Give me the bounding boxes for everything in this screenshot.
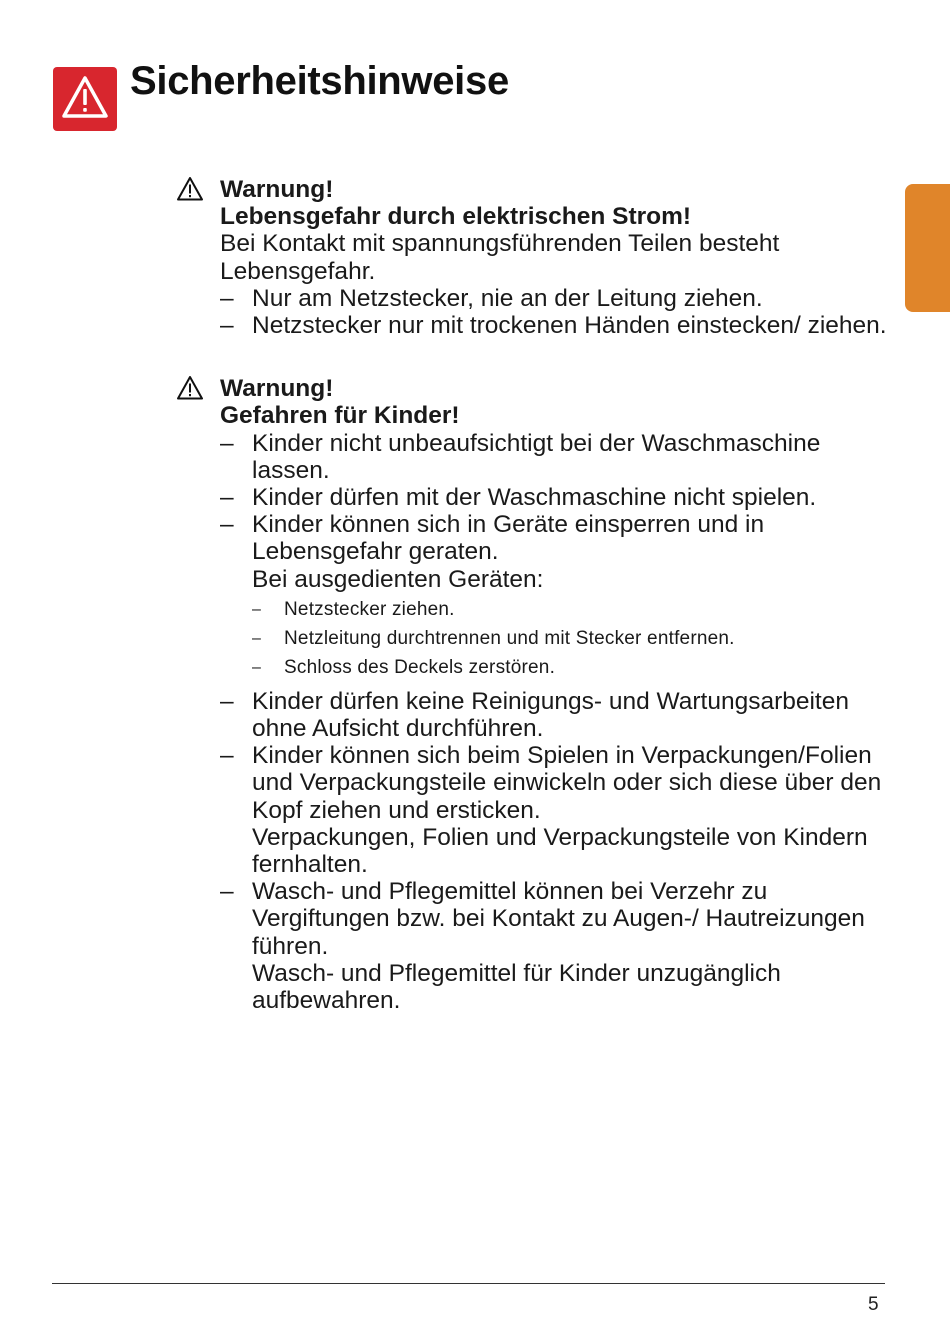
chapter-tab [905,184,950,312]
page-number: 5 [868,1294,879,1315]
warning-children [176,375,896,1014]
list-item: – Netzstecker nur mit trockenen Händen einstecken/ ziehen. [220,312,896,339]
warning-triangle-icon [53,67,117,131]
list-item-note: Verpackungen, Folien und Verpackungsteile von Kindern fernhalten. [252,823,868,879]
safety-content [176,176,896,1014]
list-item [220,511,896,682]
warning-heading: Lebensgefahr durch elektrischen Strom! [220,203,692,231]
sub-list-item: – Netzstecker ziehen. [252,595,896,624]
warning-electric [176,176,896,339]
warning-heading: Gefahren für Kinder! [220,402,460,430]
list-item-note: Bei ausgedienten Geräten: [252,565,544,593]
list-item-text: Kinder nicht unbeaufsichtigt bei der Waschmaschine lassen. [252,429,821,484]
list-item-text: – Kinder können sich beim Spielen in Verpackungen/Folien und Verpackungsteile einwickeln oder sich diese über den Kopf ziehen und ersticken. [252,742,882,824]
sub-list-item: – Netzleitung durchtrennen und mit Stecker entfernen. [252,624,896,653]
warning-icon [176,176,204,202]
sub-list-item: – Schloss des Deckels zerstören. [252,653,896,682]
warning-list [220,285,896,339]
list-item-note: Wasch- und Pflegemittel für Kinder unzugänglich aufbewahren. [252,959,781,1015]
warning-icon [176,375,204,401]
list-item-text: – Kinder können sich in Geräte einsperren und in Lebensgefahr geraten. [252,511,765,566]
list-item [220,688,896,742]
list-item-text: – Wasch- und Pflegemittel können bei Verzehr zu Vergiftungen bzw. bei Kontakt zu Augen-/ Hautreizungen führen. [252,878,865,960]
header-warning-badge [53,67,117,131]
list-item: – Nur am Netzstecker, nie an der Leitung ziehen. [220,285,896,312]
page-title: Sicherheitshinweise [130,59,509,103]
list-item-text: Kinder dürfen mit der Waschmaschine nicht spielen. [252,484,817,512]
list-item [220,878,896,1014]
list-item [220,742,896,878]
sub-list [252,595,896,682]
list-item [220,484,896,511]
footer-divider [52,1283,885,1284]
warning-list [220,430,896,1015]
warning-label: Warnung! [220,375,334,403]
warning-label: Warnung! [220,176,334,203]
list-item [220,430,896,484]
warning-intro: Bei Kontakt mit spannungsführenden Teilen besteht Lebensgefahr. [220,230,780,285]
list-item-text: Kinder dürfen keine Reinigungs- und Wartungsarbeiten ohne Aufsicht durchführen. [252,687,849,743]
